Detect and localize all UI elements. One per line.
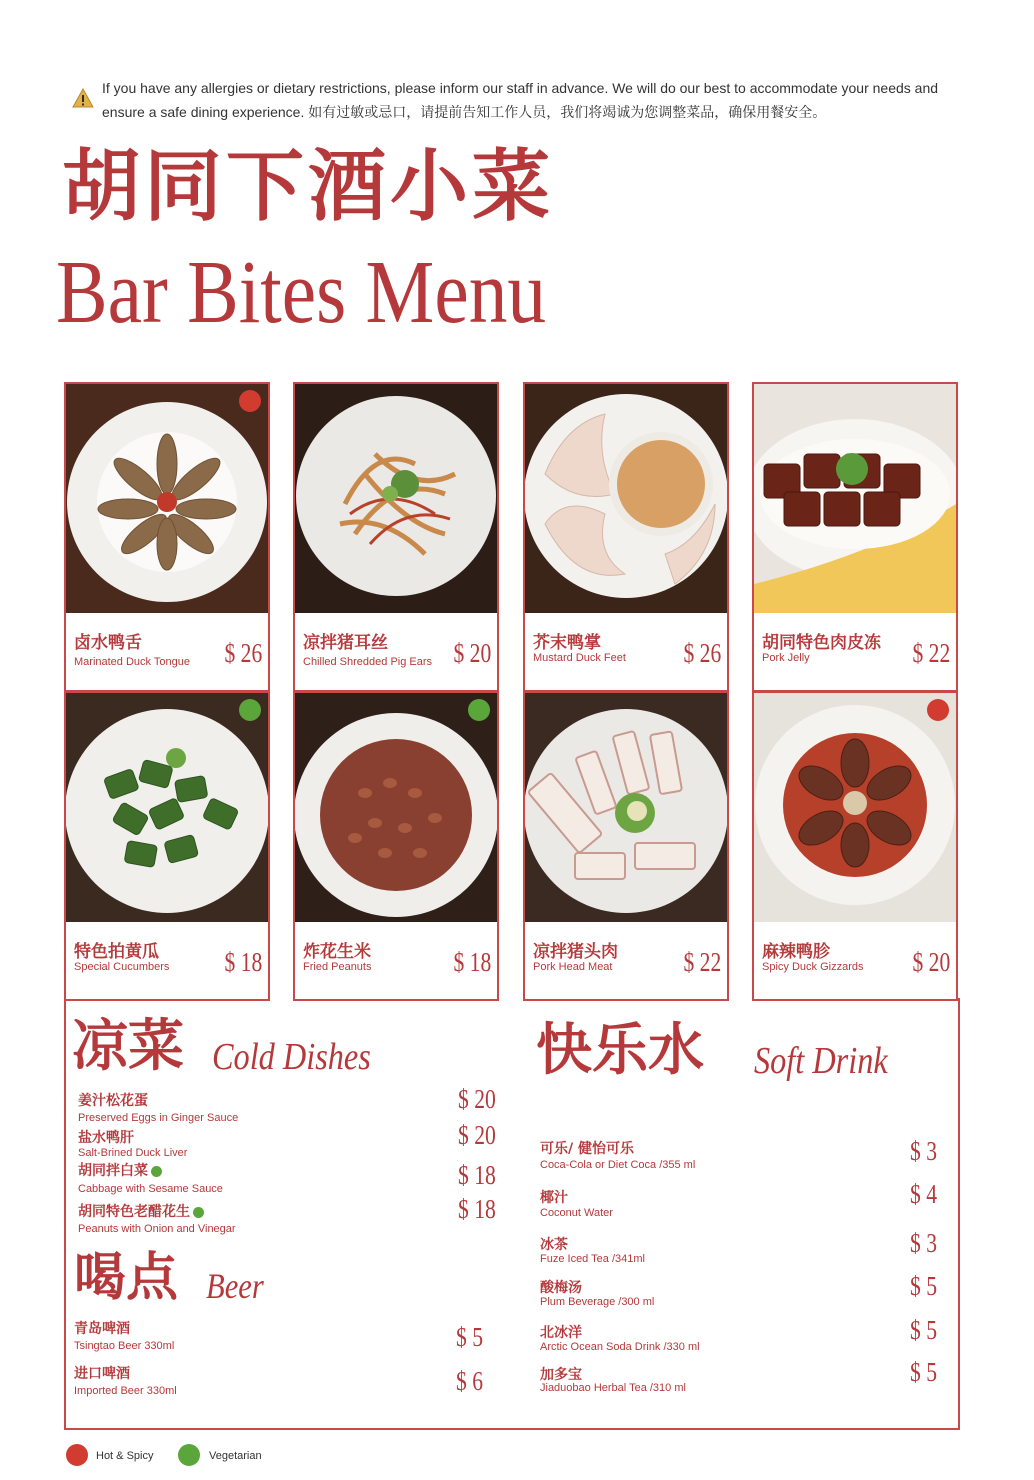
soft-item-price: $ 3 [910,1136,937,1166]
dish-name-zh: 卤水鸭舌 [74,633,142,653]
cold-dishes-title-zh: 凉菜 [72,1013,184,1079]
dish-photo-cucumbers [66,693,268,922]
soft-item-en: Coconut Water [540,1207,613,1219]
leaf-icon [468,699,490,721]
dish-card[interactable] [64,382,270,692]
cold-item-zh-text: 胡同拌白菜 [78,1163,148,1179]
beer-item-price: $ 6 [456,1366,483,1396]
cold-item-en: Salt-Brined Duck Liver [78,1147,188,1159]
dish-name-zh: 凉拌猪耳丝 [303,633,388,653]
cold-item-zh-text: 胡同特色老醋花生 [78,1204,190,1220]
dish-name-en: Special Cucumbers [74,961,170,973]
soft-item-zh: 北冰洋 [540,1325,582,1341]
dish-price: $ 26 [224,638,262,668]
soft-item-en: Arctic Ocean Soda Drink /330 ml [540,1341,700,1353]
legend-vegetarian-label: Vegetarian [209,1450,262,1462]
legend-spicy-label: Hot & Spicy [96,1450,154,1462]
cold-item-en: Preserved Eggs in Ginger Sauce [78,1112,239,1124]
leaf-icon [178,1444,200,1466]
dish-name-zh: 凉拌猪头肉 [533,942,618,962]
dish-name-zh: 特色拍黄瓜 [74,942,159,962]
beer-item-zh: 青岛啤酒 [74,1321,130,1337]
dish-price: $ 20 [912,947,950,977]
dish-name-en: Pork Head Meat [533,961,613,973]
soft-item-zh: 冰茶 [540,1237,568,1253]
cold-item-price: $ 18 [458,1160,496,1190]
cold-item-price: $ 20 [458,1120,496,1150]
dish-price: $ 18 [453,947,491,977]
dish-price: $ 26 [683,638,721,668]
dish-photo-duck-tongue [66,384,268,613]
beer-item-price: $ 5 [456,1322,483,1352]
soft-item-zh: 加多宝 [540,1367,582,1383]
soft-item-zh: 酸梅汤 [540,1280,582,1296]
dish-name-en: Fried Peanuts [303,961,372,973]
dish-name-zh: 芥末鸭掌 [533,633,601,653]
beer-item-zh: 进口啤酒 [74,1366,130,1382]
dish-photo-duck-feet [525,384,727,613]
beer-title-zh: 喝点 [74,1247,179,1308]
cold-item-price: $ 20 [458,1084,496,1114]
soft-item-price: $ 5 [910,1271,937,1301]
cold-item-en: Cabbage with Sesame Sauce [78,1183,223,1195]
cold-item-en: Peanuts with Onion and Vinegar [78,1223,236,1235]
dish-name-zh: 胡同特色肉皮冻 [762,633,881,653]
allergy-notice-text: If you have any allergies or dietary restrictions, please inform our staff in advance. We will do our best to accommodate your needs and ensure a safe dining experience. 如有过敏或忌口，请提前告知工作人员，我们将竭诚为您调整菜品，确保用餐安全。 [102,80,939,120]
leaf-icon [239,699,261,721]
dish-name-en: Mustard Duck Feet [533,652,626,664]
cold-item-zh: 盐水鸭肝 [78,1130,134,1146]
dish-name-en: Spicy Duck Gizzards [762,961,864,973]
soft-drink-title-en: Soft Drink [754,1040,888,1082]
dish-card[interactable] [752,382,958,692]
dish-name-en: Marinated Duck Tongue [74,656,190,668]
dish-photo-pork-head [525,693,727,922]
dish-card[interactable] [293,382,499,692]
soft-item-en: Fuze Iced Tea /341ml [540,1253,645,1265]
dish-card[interactable] [64,691,270,1001]
soft-item-en: Coca-Cola or Diet Coca /355 ml [540,1159,696,1171]
drinks-and-cold-dishes-panel [64,998,960,1430]
beer-item-en: Tsingtao Beer 330ml [74,1340,175,1352]
chili-pepper-icon [66,1444,88,1466]
cold-dishes-title-en: Cold Dishes [212,1036,371,1078]
dish-photo-pork-jelly [754,384,956,613]
leaf-icon [151,1166,162,1177]
dish-name-en: Pork Jelly [762,652,810,664]
dish-name-en: Chilled Shredded Pig Ears [303,656,433,668]
dish-price: $ 22 [912,638,950,668]
beer-title-en: Beer [206,1266,264,1306]
soft-drink-title-zh: 快乐水 [536,1017,704,1083]
cold-item-zh [78,1164,162,1178]
beer-item-en: Imported Beer 330ml [74,1385,177,1397]
soft-item-zh: 椰汁 [540,1190,568,1206]
menu-title-chinese: 胡同下酒小菜 [62,141,555,232]
dish-card[interactable] [523,691,729,1001]
soft-item-price: $ 5 [910,1315,937,1345]
dish-photo-peanuts [295,693,497,922]
dish-photo-pig-ears [295,384,497,613]
soft-item-zh: 可乐/ 健怡可乐 [540,1141,634,1157]
dish-photo-duck-gizzards [754,693,956,922]
dish-name-zh: 炸花生米 [303,942,371,962]
allergy-notice [72,76,972,124]
dish-name-zh: 麻辣鸭胗 [762,942,830,962]
warning-icon [72,88,94,108]
dish-card[interactable] [523,382,729,692]
soft-item-price: $ 5 [910,1357,937,1387]
soft-item-en: Jiaduobao Herbal Tea /310 ml [540,1382,686,1394]
chili-pepper-icon [239,390,261,412]
dish-price: $ 18 [224,947,262,977]
soft-item-price: $ 3 [910,1228,937,1258]
soft-item-price: $ 4 [910,1179,937,1209]
cold-item-zh [78,1205,204,1219]
soft-item-en: Plum Beverage /300 ml [540,1296,655,1308]
dish-price: $ 22 [683,947,721,977]
dish-card[interactable] [752,691,958,1001]
dish-price: $ 20 [453,638,491,668]
leaf-icon [193,1207,204,1218]
cold-item-price: $ 18 [458,1194,496,1224]
dish-card[interactable] [293,691,499,1001]
cold-item-zh: 姜汁松花蛋 [78,1093,148,1109]
menu-title-english: Bar Bites Menu [56,243,547,342]
chili-pepper-icon [927,699,949,721]
